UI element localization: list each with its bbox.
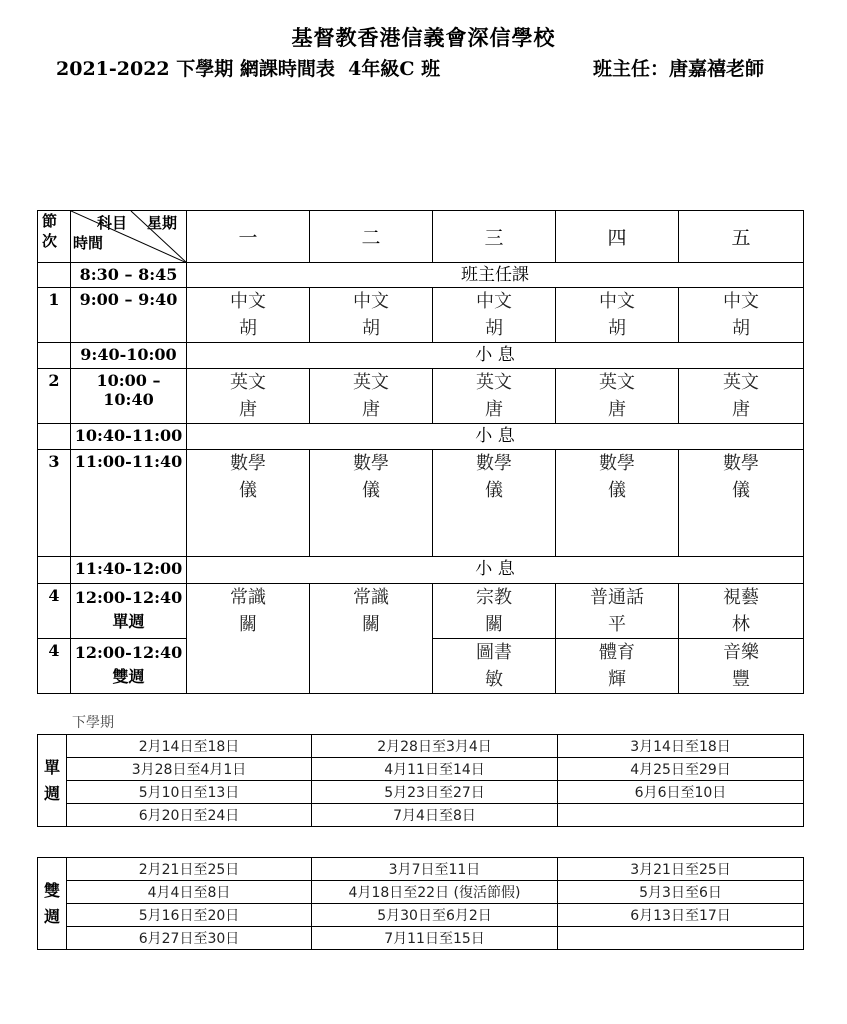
lesson-cell: 英文 唐	[679, 369, 804, 424]
lesson-cell: 中文 胡	[310, 288, 433, 343]
term-label: 下學期	[72, 715, 114, 731]
period-number: 2	[38, 369, 71, 424]
subject-corner-label: 科目	[97, 214, 128, 232]
lesson-cell: 數學 儀	[310, 450, 433, 557]
day-header-tue: 二	[310, 211, 433, 263]
period-column-header: 節 次	[38, 211, 71, 263]
period-number	[38, 263, 71, 288]
period-number: 4	[38, 639, 71, 694]
time-corner-label: 時間	[73, 234, 104, 252]
week-range: 5月30日至6月2日	[312, 904, 558, 927]
lesson-cell: 英文 唐	[556, 369, 679, 424]
period-number	[38, 424, 71, 450]
time-slot-double-week: 12:00-12:40 雙週	[71, 639, 187, 694]
timetable-title: 2021-2022 下學期 網課時間表 4年級C 班	[56, 58, 441, 80]
week-range	[558, 804, 804, 827]
time-slot: 11:00-11:40	[71, 450, 187, 557]
lesson-cell: 常識 關	[187, 584, 310, 694]
lesson-cell: 數學 儀	[679, 450, 804, 557]
time-slot: 9:40-10:00	[71, 343, 187, 369]
period-number: 3	[38, 450, 71, 557]
day-header-mon: 一	[187, 211, 310, 263]
week-range: 5月3日至6日	[558, 881, 804, 904]
week-range: 5月10日至13日	[67, 781, 312, 804]
lesson-cell: 中文 胡	[556, 288, 679, 343]
lesson-cell: 英文 唐	[310, 369, 433, 424]
lesson-cell: 常識 關	[310, 584, 433, 694]
recess: 小 息	[187, 424, 804, 450]
lesson-cell: 數學 儀	[433, 450, 556, 557]
week-range: 2月14日至18日	[67, 735, 312, 758]
time-slot: 9:00 – 9:40	[71, 288, 187, 343]
week-range: 4月4日至8日	[67, 881, 312, 904]
lesson-cell: 視藝 林	[679, 584, 804, 639]
lesson-cell: 英文 唐	[433, 369, 556, 424]
recess: 小 息	[187, 343, 804, 369]
lesson-cell: 數學 儀	[187, 450, 310, 557]
week-range: 3月28日至4月1日	[67, 758, 312, 781]
time-slot-single-week: 12:00-12:40 單週	[71, 584, 187, 639]
homeroom-lesson: 班主任課	[187, 263, 804, 288]
corner-header	[71, 211, 187, 263]
single-week-label: 單 週	[38, 735, 67, 827]
time-slot: 10:40-11:00	[71, 424, 187, 450]
week-range: 7月4日至8日	[312, 804, 558, 827]
period-number: 4	[38, 584, 71, 639]
time-slot: 10:00 – 10:40	[71, 369, 187, 424]
week-range: 6月27日至30日	[67, 927, 312, 950]
week-range: 2月21日至25日	[67, 858, 312, 881]
single-week-calendar	[37, 734, 804, 827]
lesson-cell: 音樂 豐	[679, 639, 804, 694]
lesson-cell: 英文 唐	[187, 369, 310, 424]
day-header-wed: 三	[433, 211, 556, 263]
week-range: 7月11日至15日	[312, 927, 558, 950]
day-header-thu: 四	[556, 211, 679, 263]
period-number	[38, 343, 71, 369]
weekday-corner-label: 星期	[147, 214, 178, 232]
week-range: 3月14日至18日	[558, 735, 804, 758]
period-number	[38, 557, 71, 584]
week-range: 3月21日至25日	[558, 858, 804, 881]
week-range: 4月11日至14日	[312, 758, 558, 781]
week-range: 6月13日至17日	[558, 904, 804, 927]
lesson-cell: 中文 胡	[433, 288, 556, 343]
week-range: 3月7日至11日	[312, 858, 558, 881]
recess: 小 息	[187, 557, 804, 584]
day-header-fri: 五	[679, 211, 804, 263]
school-title: 基督教香港信義會深信學校	[291, 25, 556, 50]
week-range: 5月23日至27日	[312, 781, 558, 804]
lesson-cell: 數學 儀	[556, 450, 679, 557]
period-number: 1	[38, 288, 71, 343]
lesson-cell: 中文 胡	[679, 288, 804, 343]
week-range: 5月16日至20日	[67, 904, 312, 927]
lesson-cell: 中文 胡	[187, 288, 310, 343]
double-week-label: 雙 週	[38, 858, 67, 950]
time-slot: 11:40-12:00	[71, 557, 187, 584]
double-week-calendar	[37, 857, 804, 950]
class-teacher: 班主任：唐嘉禧老師	[593, 58, 765, 80]
timetable	[37, 210, 804, 694]
week-range: 2月28日至3月4日	[312, 735, 558, 758]
lesson-cell: 體育 輝	[556, 639, 679, 694]
lesson-cell: 宗教 關	[433, 584, 556, 639]
week-range: 4月25日至29日	[558, 758, 804, 781]
lesson-cell: 普通話 平	[556, 584, 679, 639]
week-range: 4月18日至22日 (復活節假)	[312, 881, 558, 904]
week-range	[558, 927, 804, 950]
lesson-cell: 圖書 敏	[433, 639, 556, 694]
week-range: 6月6日至10日	[558, 781, 804, 804]
time-slot: 8:30 – 8:45	[71, 263, 187, 288]
week-range: 6月20日至24日	[67, 804, 312, 827]
